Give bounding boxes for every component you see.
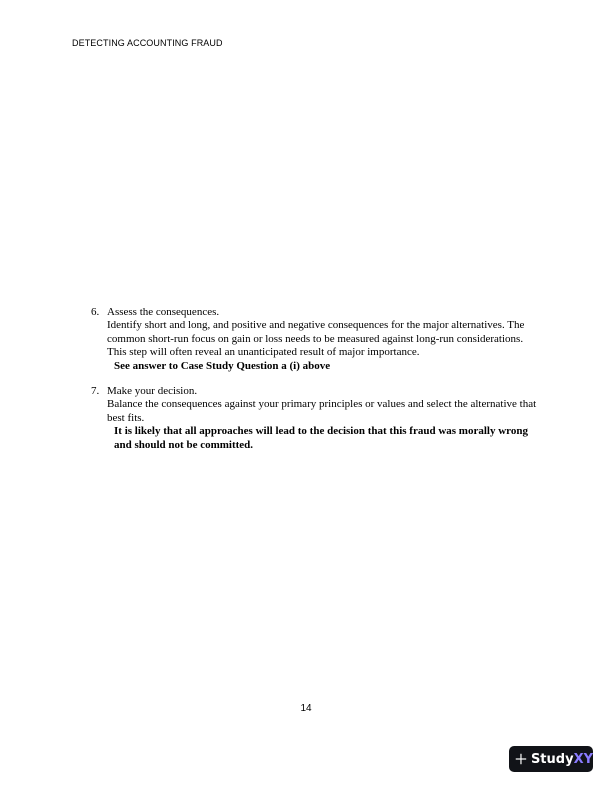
item-body: Identify short and long, and positive and negative consequences for the major alternatives. The common short-run focus on gain or loss needs to be measured against long-run considerations. This step will often reveal an unanticipated result of major importance. [107, 319, 525, 359]
item-heading: Assess the consequences. [107, 306, 220, 318]
numbered-list [91, 306, 541, 452]
studyxy-logo[interactable] [509, 746, 593, 772]
item-number: 6. [91, 306, 100, 318]
brand-name-study: Study [530, 751, 574, 767]
running-header: DETECTING ACCOUNTING FRAUD [72, 38, 223, 48]
item-answer: It is likely that all approaches will lead to the decision that this fraud was morally wrong and should not be committed. [114, 425, 528, 451]
page-number: 14 [300, 703, 312, 714]
list-item [91, 385, 541, 452]
item-answer: See answer to Case Study Question a (i) above [114, 359, 331, 372]
item-heading: Make your decision. [107, 385, 198, 398]
item-body: Balance the consequences against your primary principles or values and select the alternative that best fits. [107, 398, 537, 424]
item-number: 7. [91, 385, 100, 398]
plus-icon [515, 751, 527, 767]
list-item [91, 306, 541, 373]
brand-name-xy: XY [573, 751, 593, 767]
